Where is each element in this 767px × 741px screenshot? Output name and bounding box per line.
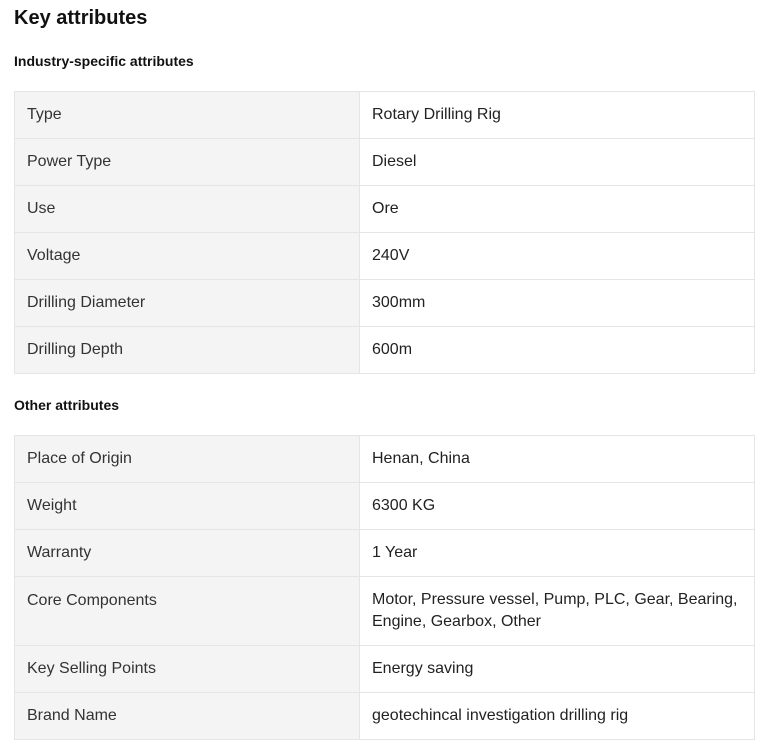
attribute-key: Weight: [15, 483, 360, 530]
attribute-row-voltage: [15, 233, 755, 280]
industry-attributes-heading: Industry-specific attributes: [14, 53, 194, 69]
attribute-key: Key Selling Points: [15, 646, 360, 693]
attribute-key: Type: [15, 92, 360, 139]
attribute-row-type: [15, 92, 755, 139]
attribute-value: Ore: [360, 186, 755, 233]
attribute-row-drilling-diameter: [15, 280, 755, 327]
attribute-row-key-selling-points: [15, 646, 755, 693]
attribute-key: Use: [15, 186, 360, 233]
attribute-value: Energy saving: [360, 646, 755, 693]
attribute-value: Henan, China: [360, 436, 755, 483]
attribute-row-core-components: [15, 577, 755, 646]
attribute-key: Voltage: [15, 233, 360, 280]
attribute-key: Drilling Diameter: [15, 280, 360, 327]
attribute-row-warranty: [15, 530, 755, 577]
industry-attributes-table: [14, 91, 755, 374]
attribute-value: Rotary Drilling Rig: [360, 92, 755, 139]
attribute-value: 240V: [360, 233, 755, 280]
page-title: Key attributes: [14, 7, 148, 29]
attribute-row-drilling-depth: [15, 327, 755, 374]
attribute-row-power-type: [15, 139, 755, 186]
attribute-key: Power Type: [15, 139, 360, 186]
other-attributes-table: [14, 435, 755, 740]
attribute-value: 6300 KG: [360, 483, 755, 530]
attribute-value: 1 Year: [360, 530, 755, 577]
attribute-value: 300mm: [360, 280, 755, 327]
other-attributes-heading: Other attributes: [14, 397, 120, 413]
attribute-value: geotechincal investigation drilling rig: [360, 693, 755, 740]
attribute-key: Place of Origin: [15, 436, 360, 483]
attribute-value: Motor, Pressure vessel, Pump, PLC, Gear, Bearing, Engine, Gearbox, Other: [360, 577, 755, 646]
attribute-value: 600m: [360, 327, 755, 374]
attribute-row-brand-name: [15, 693, 755, 740]
attribute-key: Core Components: [15, 577, 360, 646]
attribute-value: Diesel: [360, 139, 755, 186]
attribute-row-use: [15, 186, 755, 233]
attribute-key: Drilling Depth: [15, 327, 360, 374]
attribute-row-place-of-origin: [15, 436, 755, 483]
attribute-key: Warranty: [15, 530, 360, 577]
attribute-key: Brand Name: [15, 693, 360, 740]
attribute-row-weight: [15, 483, 755, 530]
